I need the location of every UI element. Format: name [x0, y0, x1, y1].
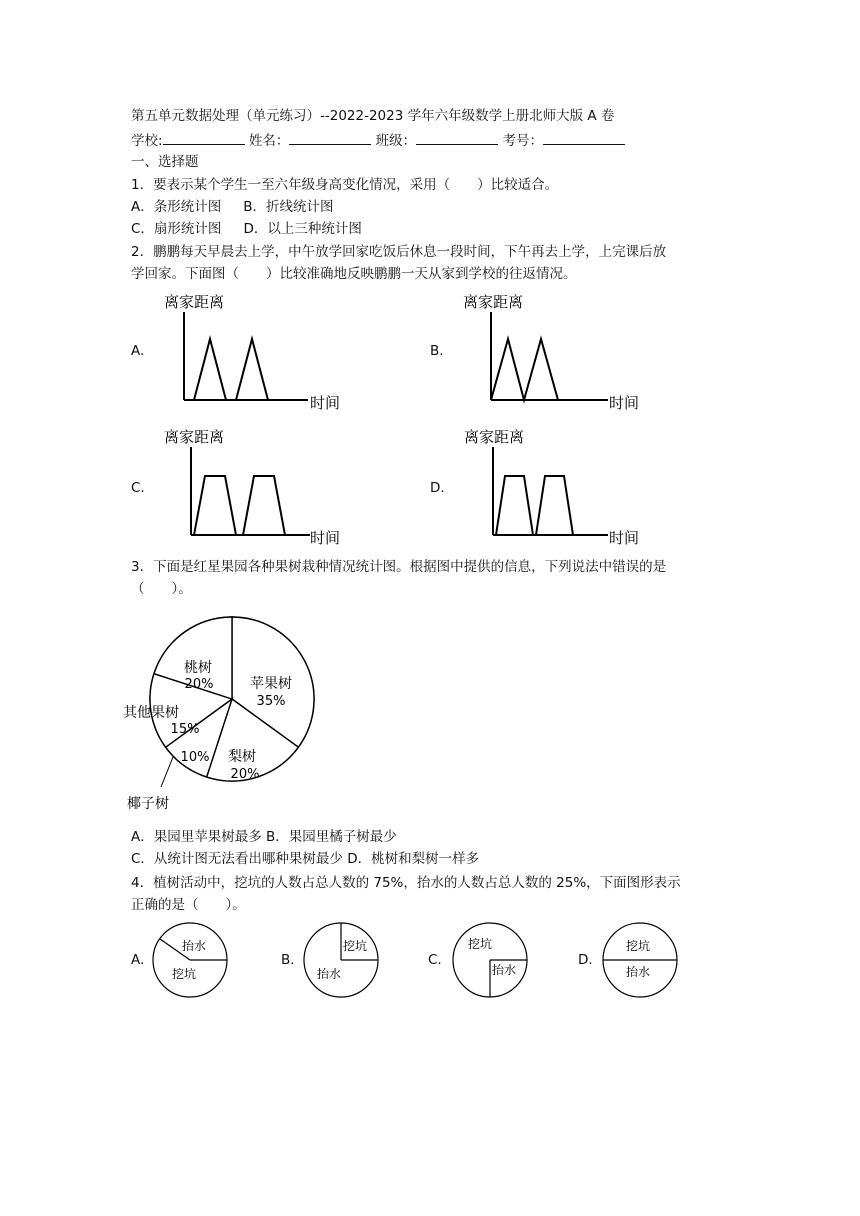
x-axis-label: 时间	[310, 529, 341, 547]
pie-slice-label: 梨树	[228, 749, 256, 765]
pie-slice-value: 20%	[230, 767, 260, 782]
fruit-tree-pie-chart	[123, 615, 330, 820]
q2-letter-c: C.	[131, 480, 145, 496]
q1-options-row1	[131, 197, 334, 217]
class-label: 班级：	[375, 133, 417, 149]
q3-stem-line1: 3．下面是红星果园各种果树栽种情况统计图。根据图中提供的信息，下列说法中错误的是	[131, 559, 667, 575]
trip-peak-2	[236, 339, 268, 400]
q2-letter-d: D.	[430, 480, 445, 496]
trip-plateau-2	[243, 476, 285, 535]
label-carry: 抬水	[182, 939, 207, 953]
label-carry: 抬水	[626, 965, 651, 979]
q3-options-row1: A．果园里苹果树最多 B．果园里橘子树最少	[131, 829, 397, 845]
q4-circle-d	[600, 920, 680, 1000]
q1-stem: 1．要表示某个学生一至六年级身高变化情况，采用（ ）比较适合。	[131, 177, 559, 193]
q3-options-row2: C．从统计图无法看出哪种果树最少 D．桃树和梨树一样多	[131, 851, 480, 867]
doc-title: 第五单元数据处理（单元练习）--2022-2023 学年六年级数学上册北师大版 A 卷	[131, 108, 615, 124]
trip-peaks	[491, 339, 558, 400]
q2-graph-d	[460, 425, 660, 550]
label-dig: 挖坑	[343, 939, 368, 953]
y-axis-label: 离家距离	[464, 428, 525, 446]
q1-option-d: D．以上三种统计图	[243, 221, 362, 237]
q4-letter-a: A.	[131, 952, 145, 968]
pie-slice-value: 10%	[180, 750, 210, 765]
pie-leader-line	[161, 757, 173, 787]
label-carry: 抬水	[492, 963, 517, 977]
q2-letter-b: B.	[430, 343, 444, 359]
label-dig: 挖坑	[172, 967, 197, 981]
pie-slice-value: 35%	[256, 694, 286, 709]
section-title: 一、选择题	[131, 154, 199, 170]
name-label: 姓名：	[248, 133, 290, 149]
pie-slice-label: 桃树	[184, 660, 212, 676]
q2-graph-c	[160, 425, 360, 550]
q4-circle-c	[450, 920, 530, 1000]
exam-no-field[interactable]	[543, 130, 625, 145]
q2-graph-b	[460, 290, 660, 415]
q3-stem-line2: （ ）。	[131, 581, 192, 597]
x-axis-label: 时间	[609, 394, 640, 412]
pie-slice-label: 其他果树	[123, 705, 179, 721]
x-axis-label: 时间	[310, 394, 341, 412]
x-axis-label: 时间	[609, 529, 640, 547]
q4-letter-c: C.	[428, 952, 442, 968]
q2-graph-a	[160, 290, 360, 415]
pie-slice-value: 20%	[184, 677, 214, 692]
q2-letter-a: A.	[131, 343, 145, 359]
class-field[interactable]	[416, 130, 498, 145]
pie-slice-label: 椰子树	[127, 796, 169, 812]
trip-plateau-1	[496, 476, 533, 535]
q4-circle-a	[150, 920, 230, 1000]
exam-no-label: 考号：	[502, 133, 543, 149]
q1-option-b: B．折线统计图	[243, 199, 334, 215]
y-axis-label: 离家距离	[164, 428, 225, 446]
pie-slice-label: 苹果树	[250, 676, 292, 692]
school-label: 学校:	[131, 133, 163, 149]
label-dig: 挖坑	[468, 937, 493, 951]
name-field[interactable]	[289, 130, 371, 145]
label-dig: 挖坑	[626, 939, 651, 953]
trip-plateau-1	[194, 476, 236, 535]
q1-options-row2	[131, 219, 362, 239]
q2-stem-line1: 2．鹏鹏每天早晨去上学，中午放学回家吃饭后休息一段时间，下午再去上学，上完课后放	[131, 244, 667, 260]
pie-slice-value: 15%	[170, 722, 200, 737]
student-info-row	[131, 130, 625, 151]
q1-option-c: C．扇形统计图	[131, 221, 222, 237]
trip-peak-1	[194, 339, 226, 400]
school-field[interactable]	[163, 130, 245, 145]
q4-letter-d: D.	[578, 952, 593, 968]
q4-letter-b: B.	[281, 952, 295, 968]
q4-stem-line2: 正确的是（ ）。	[131, 897, 246, 913]
y-axis-label: 离家距离	[164, 293, 225, 311]
q4-stem-line1: 4．植树活动中，挖坑的人数占总人数的 75%，抬水的人数占总人数的 25%，下面图形表示	[131, 875, 681, 891]
q2-stem-line2: 学回家。下面图（ ）比较准确地反映鹏鹏一天从家到学校的往返情况。	[131, 266, 577, 282]
q4-circle-b	[301, 920, 381, 1000]
trip-plateau-2	[536, 476, 573, 535]
label-carry: 抬水	[317, 967, 342, 981]
q1-option-a: A．条形统计图	[131, 199, 222, 215]
y-axis-label: 离家距离	[463, 293, 524, 311]
